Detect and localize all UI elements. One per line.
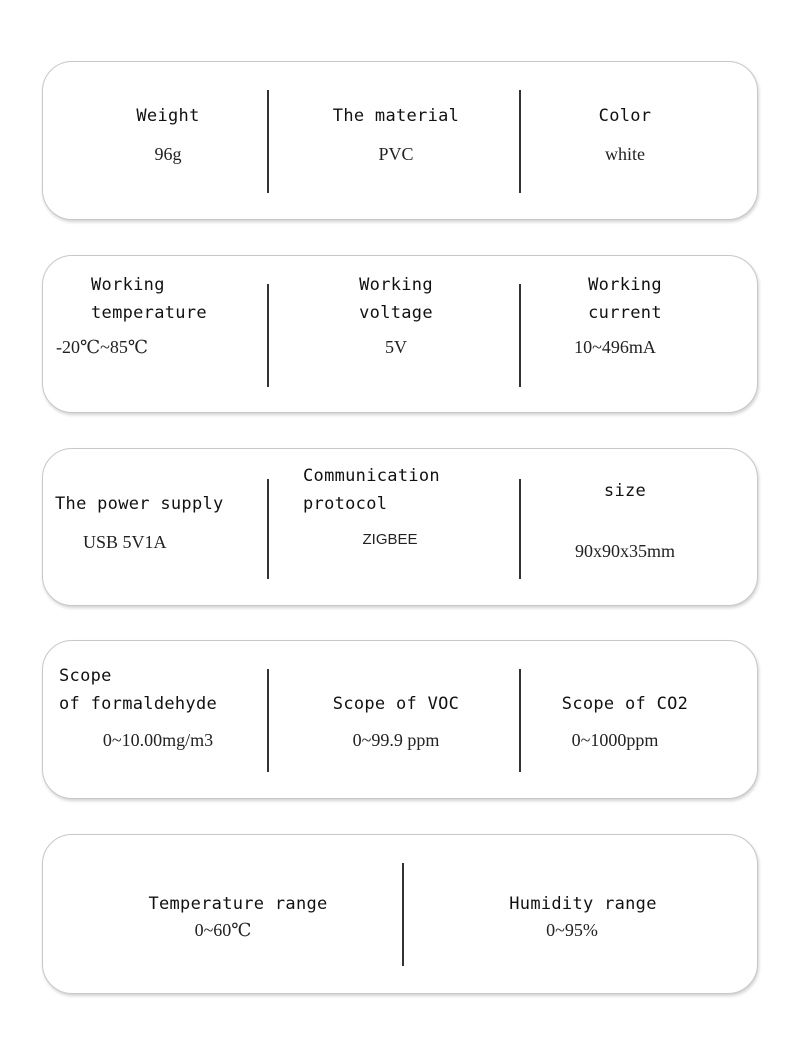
spec-value: PVC [378, 144, 414, 164]
spec-label-line1: Communication [303, 466, 440, 486]
spec-card-basic [42, 61, 758, 220]
spec-value: ZIGBEE [362, 531, 418, 548]
spec-power-supply [51, 492, 265, 554]
divider [267, 284, 269, 387]
spec-label: Temperature range [148, 894, 328, 914]
spec-label: Weight [136, 106, 200, 126]
spec-label: Scope of CO2 [561, 694, 689, 714]
spec-communication-protocol [273, 464, 519, 552]
spec-label: size [603, 481, 647, 501]
divider [519, 284, 521, 387]
spec-label: Humidity range [509, 894, 657, 914]
spec-value: 0~99.9 ppm [352, 730, 440, 750]
spec-label: The material [332, 106, 460, 126]
spec-value: white [605, 144, 645, 164]
divider [519, 479, 521, 579]
spec-size [525, 479, 725, 563]
spec-label-line2: temperature [91, 303, 207, 323]
spec-working-temperature [53, 273, 263, 359]
divider [267, 669, 269, 772]
spec-card-sensing [42, 640, 758, 799]
spec-label: Scope of VOC [332, 694, 460, 714]
spec-co2-scope [525, 692, 725, 752]
spec-formaldehyde-scope [51, 664, 265, 752]
divider [519, 669, 521, 772]
spec-weight [73, 104, 263, 166]
spec-working-voltage [273, 273, 519, 359]
spec-color [525, 104, 725, 166]
spec-material [273, 104, 519, 166]
spec-temperature-range [83, 892, 393, 942]
spec-label-line1: Working [91, 275, 165, 295]
spec-value: 90x90x35mm [574, 541, 675, 561]
spec-label: The power supply [55, 494, 224, 514]
spec-value: 0~10.00mg/m3 [102, 730, 214, 750]
spec-value: 0~60℃ [194, 920, 252, 940]
spec-value: 96g [154, 144, 182, 164]
spec-card-power [42, 448, 758, 606]
spec-label-line2: voltage [359, 303, 433, 323]
spec-label-line1: Scope [59, 666, 112, 686]
spec-label: Color [598, 106, 652, 126]
spec-humidity-range [463, 892, 703, 942]
divider [267, 90, 269, 193]
spec-label-line2: of formaldehyde [59, 694, 218, 714]
spec-value: -20℃~85℃ [56, 337, 149, 357]
spec-value: 0~1000ppm [571, 730, 659, 750]
spec-voc-scope [273, 692, 519, 752]
spec-working-current [525, 273, 725, 359]
spec-value: USB 5V1A [83, 532, 167, 552]
divider [402, 863, 404, 966]
spec-label-line2: current [588, 303, 662, 323]
spec-value: 5V [385, 337, 407, 357]
spec-label-line1: Working [588, 275, 662, 295]
divider [519, 90, 521, 193]
spec-card-electrical [42, 255, 758, 413]
spec-value: 10~496mA [574, 337, 656, 357]
spec-label-line1: Working [359, 275, 433, 295]
divider [267, 479, 269, 579]
spec-value: 0~95% [546, 920, 598, 940]
spec-card-environment [42, 834, 758, 994]
spec-label-line2: protocol [303, 494, 388, 514]
